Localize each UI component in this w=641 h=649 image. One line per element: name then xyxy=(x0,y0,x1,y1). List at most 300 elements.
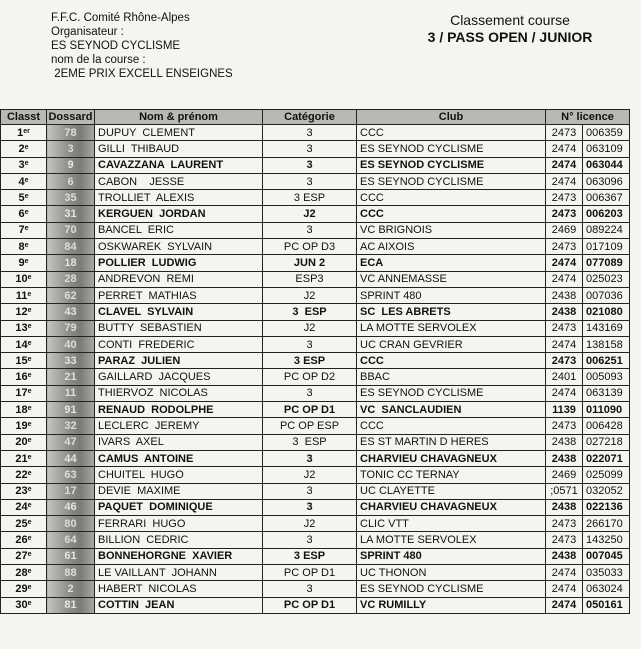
dossard-cell: 2 xyxy=(47,581,95,597)
licence-prefix-cell: 2438 xyxy=(546,304,583,320)
licence-number-cell: 063139 xyxy=(583,385,630,401)
category-cell: PC OP D2 xyxy=(263,369,357,385)
rank-number: 10 xyxy=(15,273,28,286)
rank-cell xyxy=(1,516,47,532)
table-row xyxy=(1,320,630,336)
dossard-cell: 91 xyxy=(47,402,95,418)
rider-name-cell: PAQUET DOMINIQUE xyxy=(95,499,263,515)
club-cell: LA MOTTE SERVOLEX xyxy=(357,532,546,548)
col-header-dossard: Dossard xyxy=(48,111,93,123)
club-cell: SPRINT 480 xyxy=(357,287,546,303)
rank-cell xyxy=(1,418,47,434)
rank-cell xyxy=(1,548,47,564)
rider-name-cell: HABERT NICOLAS xyxy=(95,581,263,597)
dossard-cell: 43 xyxy=(47,304,95,320)
club-cell: ES SEYNOD CYCLISME xyxy=(357,385,546,401)
dossard-cell: 78 xyxy=(47,125,95,141)
licence-number-cell: 266170 xyxy=(583,516,630,532)
rank-cell xyxy=(1,157,47,173)
rank-number: 9 xyxy=(18,257,25,270)
club-cell: SC LES ABRETS xyxy=(357,304,546,320)
rank-cell xyxy=(1,141,47,157)
dossard-cell: 47 xyxy=(47,434,95,450)
rank-number: 29 xyxy=(15,582,28,595)
page-title: Classement course xyxy=(450,12,570,28)
col-header-club: Club xyxy=(357,110,546,125)
dossard-cell: 6 xyxy=(47,173,95,189)
table-row xyxy=(1,516,630,532)
rank-number: 14 xyxy=(15,338,28,351)
rider-name-cell: GILLI THIBAUD xyxy=(95,141,263,157)
licence-number-cell: 027218 xyxy=(583,434,630,450)
licence-prefix-cell: 2474 xyxy=(546,173,583,189)
rider-name-cell: IVARS AXEL xyxy=(95,434,263,450)
club-cell: CHARVIEU CHAVAGNEUX xyxy=(357,450,546,466)
rider-name-cell: CAMUS ANTOINE xyxy=(95,450,263,466)
rank-cell xyxy=(1,467,47,483)
licence-prefix-cell: 2474 xyxy=(546,385,583,401)
club-cell: ECA xyxy=(357,255,546,271)
dossard-cell: 11 xyxy=(47,385,95,401)
category-cell: 3 ESP xyxy=(263,190,357,206)
club-cell: VC BRIGNOIS xyxy=(357,222,546,238)
club-cell: LA MOTTE SERVOLEX xyxy=(357,320,546,336)
licence-prefix-cell: 2473 xyxy=(546,239,583,255)
licence-number-cell: 032052 xyxy=(583,483,630,499)
table-row xyxy=(1,206,630,222)
dossard-cell: 44 xyxy=(47,450,95,466)
results-table xyxy=(0,109,630,614)
rank-number: 26 xyxy=(15,534,28,547)
club-cell: CLIC VTT xyxy=(357,516,546,532)
rider-name-cell: BILLION CEDRIC xyxy=(95,532,263,548)
club-cell: VC SANCLAUDIEN xyxy=(357,402,546,418)
rank-number: 30 xyxy=(15,599,28,612)
licence-number-cell: 006251 xyxy=(583,353,630,369)
rank-number: 25 xyxy=(15,517,28,530)
col-header-category: Catégorie xyxy=(263,110,357,125)
table-row xyxy=(1,450,630,466)
club-cell: VC ANNEMASSE xyxy=(357,271,546,287)
dossard-cell: 79 xyxy=(47,320,95,336)
rider-name-cell: BUTTY SEBASTIEN xyxy=(95,320,263,336)
rider-name-cell: LECLERC JEREMY xyxy=(95,418,263,434)
rider-name-cell: CAVAZZANA LAURENT xyxy=(95,157,263,173)
rank-suffix: e xyxy=(27,404,32,412)
rank-number: 11 xyxy=(15,289,28,302)
rider-name-cell: CONTI FREDERIC xyxy=(95,336,263,352)
table-row xyxy=(1,548,630,564)
rank-number: 2 xyxy=(18,142,25,155)
rank-cell xyxy=(1,353,47,369)
rider-name-cell: TROLLIET ALEXIS xyxy=(95,190,263,206)
rank-cell xyxy=(1,173,47,189)
col-header-name: Nom & prénom xyxy=(95,110,263,125)
category-cell: PC OP ESP xyxy=(263,418,357,434)
dossard-cell: 18 xyxy=(47,255,95,271)
category-cell: J2 xyxy=(263,320,357,336)
rank-cell xyxy=(1,369,47,385)
rank-number: 28 xyxy=(15,566,28,579)
rank-cell xyxy=(1,190,47,206)
rank-suffix: e xyxy=(27,306,32,314)
licence-number-cell: 063024 xyxy=(583,581,630,597)
dossard-cell: 81 xyxy=(47,597,95,613)
dossard-cell: 21 xyxy=(47,369,95,385)
rank-cell xyxy=(1,239,47,255)
table-row xyxy=(1,157,630,173)
licence-prefix-cell: 2473 xyxy=(546,320,583,336)
rank-number: 23 xyxy=(15,485,28,498)
table-row xyxy=(1,222,630,238)
table-row xyxy=(1,173,630,189)
licence-number-cell: 006367 xyxy=(583,190,630,206)
rank-cell xyxy=(1,222,47,238)
category-cell: 3 xyxy=(263,222,357,238)
club-cell: CCC xyxy=(357,190,546,206)
table-row xyxy=(1,336,630,352)
rank-number: 1 xyxy=(17,126,24,139)
category-cell: PC OP D1 xyxy=(263,597,357,613)
rank-suffix: e xyxy=(27,339,32,347)
licence-number-cell: 007045 xyxy=(583,548,630,564)
rank-cell xyxy=(1,450,47,466)
rank-number: 19 xyxy=(15,419,28,432)
club-cell: CCC xyxy=(357,125,546,141)
rank-suffix: e xyxy=(24,241,29,249)
licence-prefix-cell: 2473 xyxy=(546,190,583,206)
category-cell: 3 ESP xyxy=(263,434,357,450)
dossard-cell: 46 xyxy=(47,499,95,515)
category-cell: 3 xyxy=(263,157,357,173)
dossard-cell: 70 xyxy=(47,222,95,238)
licence-prefix-cell: 2474 xyxy=(546,141,583,157)
federation-line: F.F.C. Comité Rhône-Alpes xyxy=(51,12,190,24)
category-cell: PC OP D3 xyxy=(263,239,357,255)
dossard-cell: 35 xyxy=(47,190,95,206)
category-cell: J2 xyxy=(263,516,357,532)
dossard-cell: 33 xyxy=(47,353,95,369)
rider-name-cell: CHUITEL HUGO xyxy=(95,467,263,483)
rider-name-cell: ANDREVON REMI xyxy=(95,271,263,287)
category-cell: 3 ESP xyxy=(263,353,357,369)
club-cell: UC CRAN GEVRIER xyxy=(357,336,546,352)
licence-prefix-cell: 1139 xyxy=(546,402,583,418)
organizer-name: ES SEYNOD CYCLISME xyxy=(51,40,181,52)
rank-number: 22 xyxy=(15,468,28,481)
rider-name-cell: POLLIER LUDWIG xyxy=(95,255,263,271)
dossard-cell: 9 xyxy=(47,157,95,173)
rider-name-cell: OSKWAREK SYLVAIN xyxy=(95,239,263,255)
rank-suffix: e xyxy=(27,372,32,380)
licence-prefix-cell: 2474 xyxy=(546,157,583,173)
licence-prefix-cell: 2401 xyxy=(546,369,583,385)
table-row xyxy=(1,255,630,271)
club-cell: UC THONON xyxy=(357,565,546,581)
dossard-cell: 62 xyxy=(47,287,95,303)
rider-name-cell: BONNEHORGNE XAVIER xyxy=(95,548,263,564)
club-cell: ES SEYNOD CYCLISME xyxy=(357,581,546,597)
dossard-cell: 32 xyxy=(47,418,95,434)
rank-number: 7 xyxy=(18,224,25,237)
licence-prefix-cell: 2473 xyxy=(546,125,583,141)
rank-number: 3 xyxy=(18,159,25,172)
organizer-label: Organisateur : xyxy=(51,26,124,38)
rank-cell xyxy=(1,565,47,581)
rider-name-cell: THIERVOZ NICOLAS xyxy=(95,385,263,401)
rank-cell xyxy=(1,581,47,597)
dossard-cell: 28 xyxy=(47,271,95,287)
licence-prefix-cell: 2474 xyxy=(546,336,583,352)
licence-prefix-cell: 2473 xyxy=(546,532,583,548)
category-cell: JUN 2 xyxy=(263,255,357,271)
race-name: 2EME PRIX EXCELL ENSEIGNES xyxy=(51,68,233,80)
table-row xyxy=(1,499,630,515)
licence-prefix-cell: 2469 xyxy=(546,222,583,238)
table-row xyxy=(1,597,630,613)
rider-name-cell: RENAUD RODOLPHE xyxy=(95,402,263,418)
licence-number-cell: 005093 xyxy=(583,369,630,385)
licence-prefix-cell: 2473 xyxy=(546,516,583,532)
club-cell: AC AIXOIS xyxy=(357,239,546,255)
table-row xyxy=(1,434,630,450)
category-cell: 3 xyxy=(263,483,357,499)
table-row xyxy=(1,239,630,255)
table-row xyxy=(1,385,630,401)
table-header-row xyxy=(1,110,630,125)
club-cell: CCC xyxy=(357,353,546,369)
licence-number-cell: 063096 xyxy=(583,173,630,189)
club-cell: ES SEYNOD CYCLISME xyxy=(357,157,546,173)
rank-suffix: e xyxy=(27,469,32,477)
category-cell: J2 xyxy=(263,467,357,483)
rank-suffix: e xyxy=(24,176,29,184)
rank-cell xyxy=(1,287,47,303)
licence-number-cell: 025099 xyxy=(583,467,630,483)
rank-suffix: e xyxy=(27,420,32,428)
licence-prefix-cell: 2474 xyxy=(546,597,583,613)
rider-name-cell: COTTIN JEAN xyxy=(95,597,263,613)
rank-cell xyxy=(1,271,47,287)
licence-number-cell: 077089 xyxy=(583,255,630,271)
rank-number: 12 xyxy=(15,305,28,318)
rank-suffix: e xyxy=(27,355,32,363)
category-cell: PC OP D1 xyxy=(263,565,357,581)
licence-prefix-cell: 2473 xyxy=(546,206,583,222)
rank-suffix: e xyxy=(27,453,32,461)
category-cell: 3 xyxy=(263,141,357,157)
rank-suffix: e xyxy=(24,225,29,233)
table-row xyxy=(1,532,630,548)
rank-suffix: e xyxy=(27,567,32,575)
rank-number: 27 xyxy=(15,550,28,563)
rank-suffix: er xyxy=(23,127,30,135)
rank-number: 20 xyxy=(15,436,28,449)
rank-cell xyxy=(1,320,47,336)
rank-number: 5 xyxy=(18,191,25,204)
table-row xyxy=(1,402,630,418)
rank-suffix: e xyxy=(27,502,32,510)
table-row xyxy=(1,565,630,581)
rider-name-cell: FERRARI HUGO xyxy=(95,516,263,532)
licence-prefix-cell: 2473 xyxy=(546,418,583,434)
licence-prefix-cell: 2474 xyxy=(546,565,583,581)
dossard-cell: 61 xyxy=(47,548,95,564)
licence-number-cell: 017109 xyxy=(583,239,630,255)
club-cell: BBAC xyxy=(357,369,546,385)
rank-number: 24 xyxy=(15,501,28,514)
rank-cell xyxy=(1,499,47,515)
rank-number: 16 xyxy=(15,371,28,384)
table-row xyxy=(1,353,630,369)
licence-number-cell: 138158 xyxy=(583,336,630,352)
rank-cell xyxy=(1,336,47,352)
licence-prefix-cell: ;0571 xyxy=(546,483,583,499)
club-cell: CCC xyxy=(357,418,546,434)
category-cell: 3 xyxy=(263,336,357,352)
dossard-cell: 63 xyxy=(47,467,95,483)
club-cell: ES ST MARTIN D HERES xyxy=(357,434,546,450)
licence-number-cell: 021080 xyxy=(583,304,630,320)
licence-prefix-cell: 2438 xyxy=(546,434,583,450)
rank-cell xyxy=(1,385,47,401)
rank-suffix: e xyxy=(24,160,29,168)
rank-number: 6 xyxy=(18,208,25,221)
rank-suffix: e xyxy=(24,209,29,217)
category-cell: PC OP D1 xyxy=(263,402,357,418)
licence-number-cell: 143250 xyxy=(583,532,630,548)
category-cell: 3 xyxy=(263,173,357,189)
rank-suffix: e xyxy=(27,535,32,543)
table-row xyxy=(1,287,630,303)
club-cell: CCC xyxy=(357,206,546,222)
rank-cell xyxy=(1,434,47,450)
category-cell: 3 ESP xyxy=(263,548,357,564)
licence-number-cell: 143169 xyxy=(583,320,630,336)
rank-suffix: e xyxy=(24,258,29,266)
club-cell: ES SEYNOD CYCLISME xyxy=(357,141,546,157)
rider-name-cell: GAILLARD JACQUES xyxy=(95,369,263,385)
rank-cell xyxy=(1,532,47,548)
rank-suffix: e xyxy=(27,486,32,494)
dossard-cell: 88 xyxy=(47,565,95,581)
category-cell: 3 xyxy=(263,499,357,515)
category-cell: 3 xyxy=(263,450,357,466)
organizer-info xyxy=(51,11,233,81)
rank-number: 13 xyxy=(15,322,28,335)
licence-prefix-cell: 2438 xyxy=(546,548,583,564)
rank-suffix: e xyxy=(27,600,32,608)
club-cell: TONIC CC TERNAY xyxy=(357,467,546,483)
category-cell: ESP3 xyxy=(263,271,357,287)
col-header-licence: N° licence xyxy=(546,110,630,125)
rider-name-cell: CLAVEL SYLVAIN xyxy=(95,304,263,320)
rank-cell xyxy=(1,483,47,499)
licence-number-cell: 006359 xyxy=(583,125,630,141)
dossard-cell: 80 xyxy=(47,516,95,532)
table-row xyxy=(1,369,630,385)
table-row xyxy=(1,271,630,287)
licence-number-cell: 006428 xyxy=(583,418,630,434)
dossard-cell: 17 xyxy=(47,483,95,499)
table-row xyxy=(1,304,630,320)
category-cell: 3 xyxy=(263,125,357,141)
rider-name-cell: PERRET MATHIAS xyxy=(95,287,263,303)
licence-number-cell: 022071 xyxy=(583,450,630,466)
rider-name-cell: BANCEL ERIC xyxy=(95,222,263,238)
licence-number-cell: 035033 xyxy=(583,565,630,581)
rank-number: 17 xyxy=(15,387,28,400)
rank-suffix: e xyxy=(24,192,29,200)
licence-prefix-cell: 2438 xyxy=(546,499,583,515)
club-cell: UC CLAYETTE xyxy=(357,483,546,499)
rank-number: 18 xyxy=(15,403,28,416)
dossard-cell: 31 xyxy=(47,206,95,222)
table-row xyxy=(1,190,630,206)
licence-prefix-cell: 2474 xyxy=(546,581,583,597)
table-row xyxy=(1,125,630,141)
table-row xyxy=(1,581,630,597)
rank-cell xyxy=(1,206,47,222)
rank-suffix: e xyxy=(27,551,32,559)
category-cell: J2 xyxy=(263,206,357,222)
rank-suffix: e xyxy=(27,323,32,331)
rank-suffix: e xyxy=(24,143,29,151)
licence-prefix-cell: 2473 xyxy=(546,353,583,369)
dossard-cell: 3 xyxy=(47,141,95,157)
rank-suffix: e xyxy=(27,437,32,445)
col-header-rank: Classt xyxy=(1,110,47,125)
rider-name-cell: CABON JESSE xyxy=(95,173,263,189)
licence-number-cell: 089224 xyxy=(583,222,630,238)
dossard-cell: 40 xyxy=(47,336,95,352)
category-cell: 3 xyxy=(263,532,357,548)
rank-number: 21 xyxy=(15,452,28,465)
rider-name-cell: LE VAILLANT JOHANN xyxy=(95,565,263,581)
club-cell: CHARVIEU CHAVAGNEUX xyxy=(357,499,546,515)
licence-number-cell: 050161 xyxy=(583,597,630,613)
licence-number-cell: 022136 xyxy=(583,499,630,515)
licence-prefix-cell: 2438 xyxy=(546,450,583,466)
rank-suffix: e xyxy=(27,290,32,298)
licence-prefix-cell: 2469 xyxy=(546,467,583,483)
rank-cell xyxy=(1,255,47,271)
rank-number: 15 xyxy=(15,354,28,367)
classification-heading xyxy=(400,12,620,46)
table-row xyxy=(1,483,630,499)
rank-suffix: e xyxy=(27,583,32,591)
rank-number: 4 xyxy=(18,175,25,188)
race-name-label: nom de la course : xyxy=(51,54,146,66)
licence-number-cell: 063044 xyxy=(583,157,630,173)
rider-name-cell: KERGUEN JORDAN xyxy=(95,206,263,222)
licence-number-cell: 063109 xyxy=(583,141,630,157)
rank-number: 8 xyxy=(18,240,25,253)
club-cell: SPRINT 480 xyxy=(357,548,546,564)
rank-suffix: e xyxy=(27,388,32,396)
licence-number-cell: 006203 xyxy=(583,206,630,222)
rider-name-cell: DEVIE MAXIME xyxy=(95,483,263,499)
rider-name-cell: DUPUY CLEMENT xyxy=(95,125,263,141)
rank-cell xyxy=(1,402,47,418)
rank-cell xyxy=(1,597,47,613)
rank-suffix: e xyxy=(27,274,32,282)
page-subtitle: 3 / PASS OPEN / JUNIOR xyxy=(427,29,593,45)
licence-number-cell: 007036 xyxy=(583,287,630,303)
category-cell: J2 xyxy=(263,287,357,303)
club-cell: ES SEYNOD CYCLISME xyxy=(357,173,546,189)
licence-prefix-cell: 2474 xyxy=(546,271,583,287)
